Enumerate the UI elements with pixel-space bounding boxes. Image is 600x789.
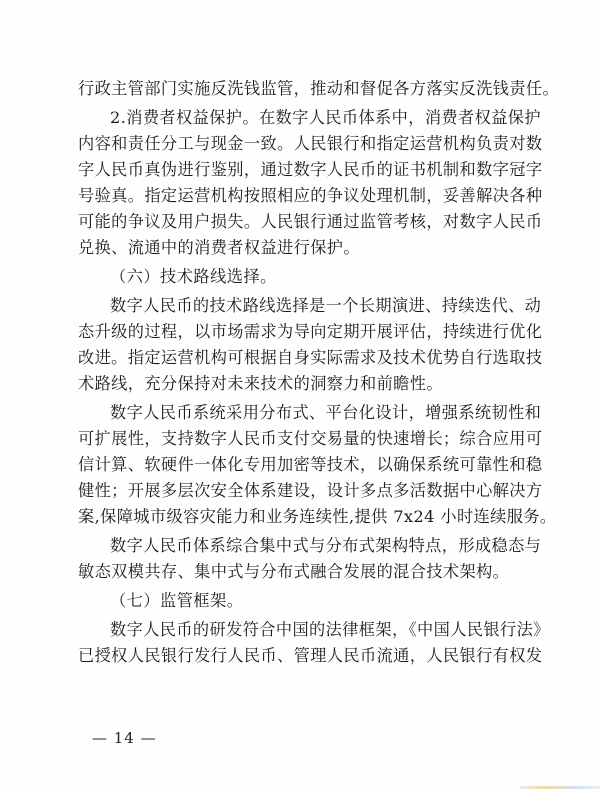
text-line: 态升级的过程，以市场需求为导向定期开展评估，持续进行优化 — [78, 322, 543, 341]
text-line: 已授权人民银行发行人民币、管理人民币流通，人民银行有权发 — [78, 646, 543, 665]
text-line: 可能的争议及用户损失。人民银行通过监管考核，对数字人民币 — [78, 212, 543, 231]
page-number: — 14 — — [92, 729, 157, 747]
section-heading: （六）技术路线选择。 — [110, 267, 277, 286]
text-line: 数字人民币的研发符合中国的法律框架，《中国人民银行法》 — [110, 620, 550, 639]
document-body — [78, 76, 560, 669]
text-line: 兑换、流通中的消费者权益进行保护。 — [78, 238, 360, 257]
text-line: 可扩展性，支持数字人民币支付交易量的快速增长；综合应用可 — [78, 429, 543, 448]
text-line: 2.消费者权益保护。在数字人民币体系中，消费者权益保护 — [110, 108, 541, 127]
text-line: 数字人民币的技术路线选择是一个长期演进、持续迭代、动 — [110, 296, 542, 315]
text-line: 号验真。指定运营机构按照相应的争议处理机制，妥善解决各种 — [78, 186, 543, 205]
text-line: 字人民币真伪进行鉴别，通过数字人民币的证书机制和数字冠字 — [78, 160, 543, 179]
text-line: 行政主管部门实施反洗钱监管，推动和督促各方落实反洗钱责任。 — [78, 79, 560, 98]
text-line: 案,保障城市级容灾能力和业务连续性,提供 7x24 小时连续服务。 — [78, 507, 557, 526]
text-line: 改进。指定运营机构可根据自身实际需求及技术优势自行选取技 — [78, 348, 543, 367]
text-line: 内容和责任分工与现金一致。人民银行和指定运营机构负责对数 — [78, 134, 543, 153]
text-line: 健性；开展多层次安全体系建设，设计多点多活数据中心解决方 — [78, 481, 543, 500]
section-heading: （七）监管框架。 — [110, 591, 244, 610]
text-line: 术路线，充分保持对未来技术的洞察力和前瞻性。 — [78, 374, 443, 393]
text-line: 数字人民币系统采用分布式、平台化设计，增强系统韧性和 — [110, 403, 542, 422]
text-line: 数字人民币体系综合集中式与分布式架构特点，形成稳态与 — [110, 536, 542, 555]
text-line: 敏态双模共存、集中式与分布式融合发展的混合技术架构。 — [78, 562, 510, 581]
text-line: 信计算、软硬件一体化专用加密等技术，以确保系统可靠性和稳 — [78, 455, 543, 474]
